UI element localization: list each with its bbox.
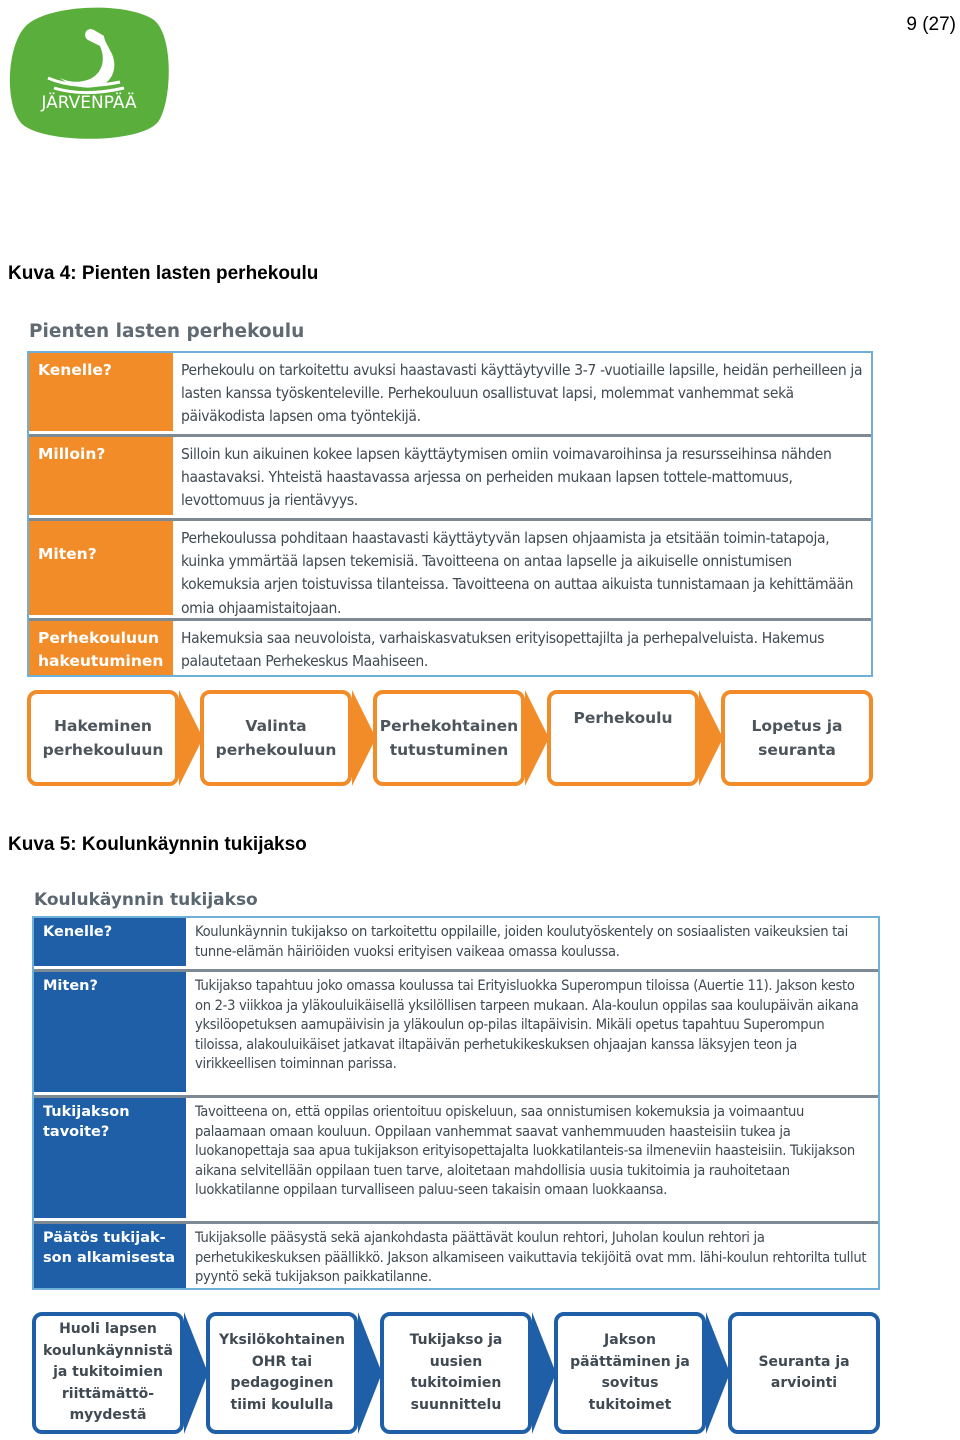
row-label: Tukijakson tavoite? xyxy=(34,1098,186,1221)
table-row xyxy=(34,972,878,1098)
figure4-caption: Kuva 4: Pienten lasten perhekoulu xyxy=(8,263,319,284)
table-row xyxy=(29,437,871,521)
process-step: Tukijakso ja uusien tukitoimien suunnittelu xyxy=(380,1312,532,1434)
arrow-right-icon xyxy=(184,1312,208,1434)
process-step: Perhekohtainen tutustuminen xyxy=(373,690,525,786)
row-text: Tavoitteena on, että oppilas orientoituu opiskeluun, saa onnistumisen kokemuksia ja voimaantuu palaamaan omaan kouluun. Oppilaan vanhemmat saavat vanhemmuuden haasteisiin tukea ja luokanopettaja saa apua tukijakson erityisopettajalta luokkatilanteis-sa ilmeneviin haasteisiin. Tukijakson aikana selvitellään oppilaan tuen tarve, aloitetaan mahdollisia uusia tukitoimia ja rauhoitetaan luokkatilanne oppilaan turvalliseen paluu-seen takaisin omaan luokkaansa. xyxy=(195,1103,855,1199)
table-row xyxy=(29,353,871,437)
figure5-caption: Kuva 5: Koulunkäynnin tukijakso xyxy=(8,834,307,855)
table-row xyxy=(34,918,878,972)
process-step: Hakeminen perhekouluun xyxy=(27,690,179,786)
figure5-process-flow xyxy=(32,1312,880,1434)
row-label: Miten? xyxy=(34,972,186,1095)
row-label: Päätös tukijak-son alkamisesta xyxy=(34,1224,186,1288)
table-row xyxy=(34,1098,878,1224)
arrow-right-icon xyxy=(358,1312,382,1434)
row-label: Miten? xyxy=(29,521,173,618)
figure5-title: Koulukäynnin tukijakso xyxy=(34,890,258,910)
table-row xyxy=(29,521,871,621)
figure4-table xyxy=(27,351,873,677)
figure5-table xyxy=(32,916,880,1290)
process-step: Huoli lapsen koulunkäynnistä ja tukitoimien riittämättö- myydestä xyxy=(32,1312,184,1434)
row-text: Koulunkäynnin tukijakso on tarkoitettu oppilaille, joiden koulutyöskentely on sosiaalisten vaikeuksien tai tunne-elämän häiriöiden vuoksi erityisen vaikeaa omassa koulussa. xyxy=(195,923,849,960)
arrow-right-icon xyxy=(706,1312,730,1434)
row-label: Kenelle? xyxy=(34,918,186,969)
figure4-process-flow xyxy=(27,690,873,786)
figure4-title: Pienten lasten perhekoulu xyxy=(29,321,305,342)
table-row xyxy=(34,1224,878,1288)
process-step: Perhekoulu xyxy=(547,690,699,786)
arrow-right-icon xyxy=(532,1312,556,1434)
arrow-right-icon xyxy=(525,690,549,786)
row-text: Tukijaksolle pääsystä sekä ajankohdasta päättävät koulun rehtori, Juholan koulun rehtori ja perhetukikeskuksen päällikkö. Jakson alkamiseen vaikuttavia tekijöitä ovat mm. lähi-koulun rehtorilta tullut pyyntö sekä tukijakson paikkatilanne. xyxy=(195,1229,867,1286)
process-step: Lopetus ja seuranta xyxy=(721,690,873,786)
row-text: Hakemuksia saa neuvoloista, varhaiskasvatuksen erityisopettajilta ja perhepalveluista. Hakemus palautetaan Perhekeskus Maahiseen. xyxy=(181,629,825,671)
row-text: Perhekoulu on tarkoitettu avuksi haastavasti käyttäytyville 3-7 -vuotiaille lapsille, heidän perheilleen ja lasten kanssa työskenteleville. Perhekouluun osallistuvat lapsi, molemmat vanhemmat sekä päiväkodista lapsen oma työntekijä. xyxy=(181,361,863,426)
logo-text: JÄRVENPÄÄ xyxy=(41,93,137,113)
row-text: Silloin kun aikuinen kokee lapsen käyttäytymisen omiin voimavaroihinsa ja resursseihinsa nähden haastavaksi. Yhteistä haastavassa arjessa on perheiden mukaan lapsen tottele-mattomuus, levottomuus ja rientävyys. xyxy=(181,445,832,510)
jarvenpaa-logo xyxy=(8,6,170,140)
table-row xyxy=(29,621,871,675)
process-step: Seuranta ja arviointi xyxy=(728,1312,880,1434)
row-label: Kenelle? xyxy=(29,353,173,434)
process-step: Jakson päättäminen ja sovitus tukitoimet xyxy=(554,1312,706,1434)
row-label: Milloin? xyxy=(29,437,173,518)
process-step: Valinta perhekouluun xyxy=(200,690,352,786)
process-step: Yksilökohtainen OHR tai pedagoginen tiimi koululla xyxy=(206,1312,358,1434)
row-text: Perhekoulussa pohditaan haastavasti käyttäytyvän lapsen ohjaamista ja etsitään toimin-tatapoja, kuinka ymmärtää lapsen tekemisiä. Tavoitteena on antaa lapselle ja aikuiselle onnistumisen kokemuksia arjen toistuvissa tilanteissa. Tavoitteena on auttaa aikuista tunnistamaan ja kehittämään omia ohjaamistaitojaan. xyxy=(181,529,854,617)
row-text: Tukijakso tapahtuu joko omassa koulussa tai Erityisluokka Superompun tiloissa (Auertie 11). Jakson kesto on 2-3 viikkoa ja yläkouluikäisellä yksilöllisen tarpeen mukaan. Ala-koulun oppilas saa koulupäivän aikana yksilöopetuksen aamupäivisin ja yläkoulun op-pilas iltapäivisin. Mikäli opetus tapahtuu Superompun tiloissa, alakouluikäiset jatkavat iltapäivän perhetukikeskuksen ohjaajan kanssa läksyjen teon ja virikkeellisen toiminnan parissa. xyxy=(195,977,859,1073)
row-label: Perhekouluun hakeutuminen xyxy=(29,621,173,675)
page-number: 9 (27) xyxy=(906,14,956,35)
arrow-right-icon xyxy=(699,690,723,786)
